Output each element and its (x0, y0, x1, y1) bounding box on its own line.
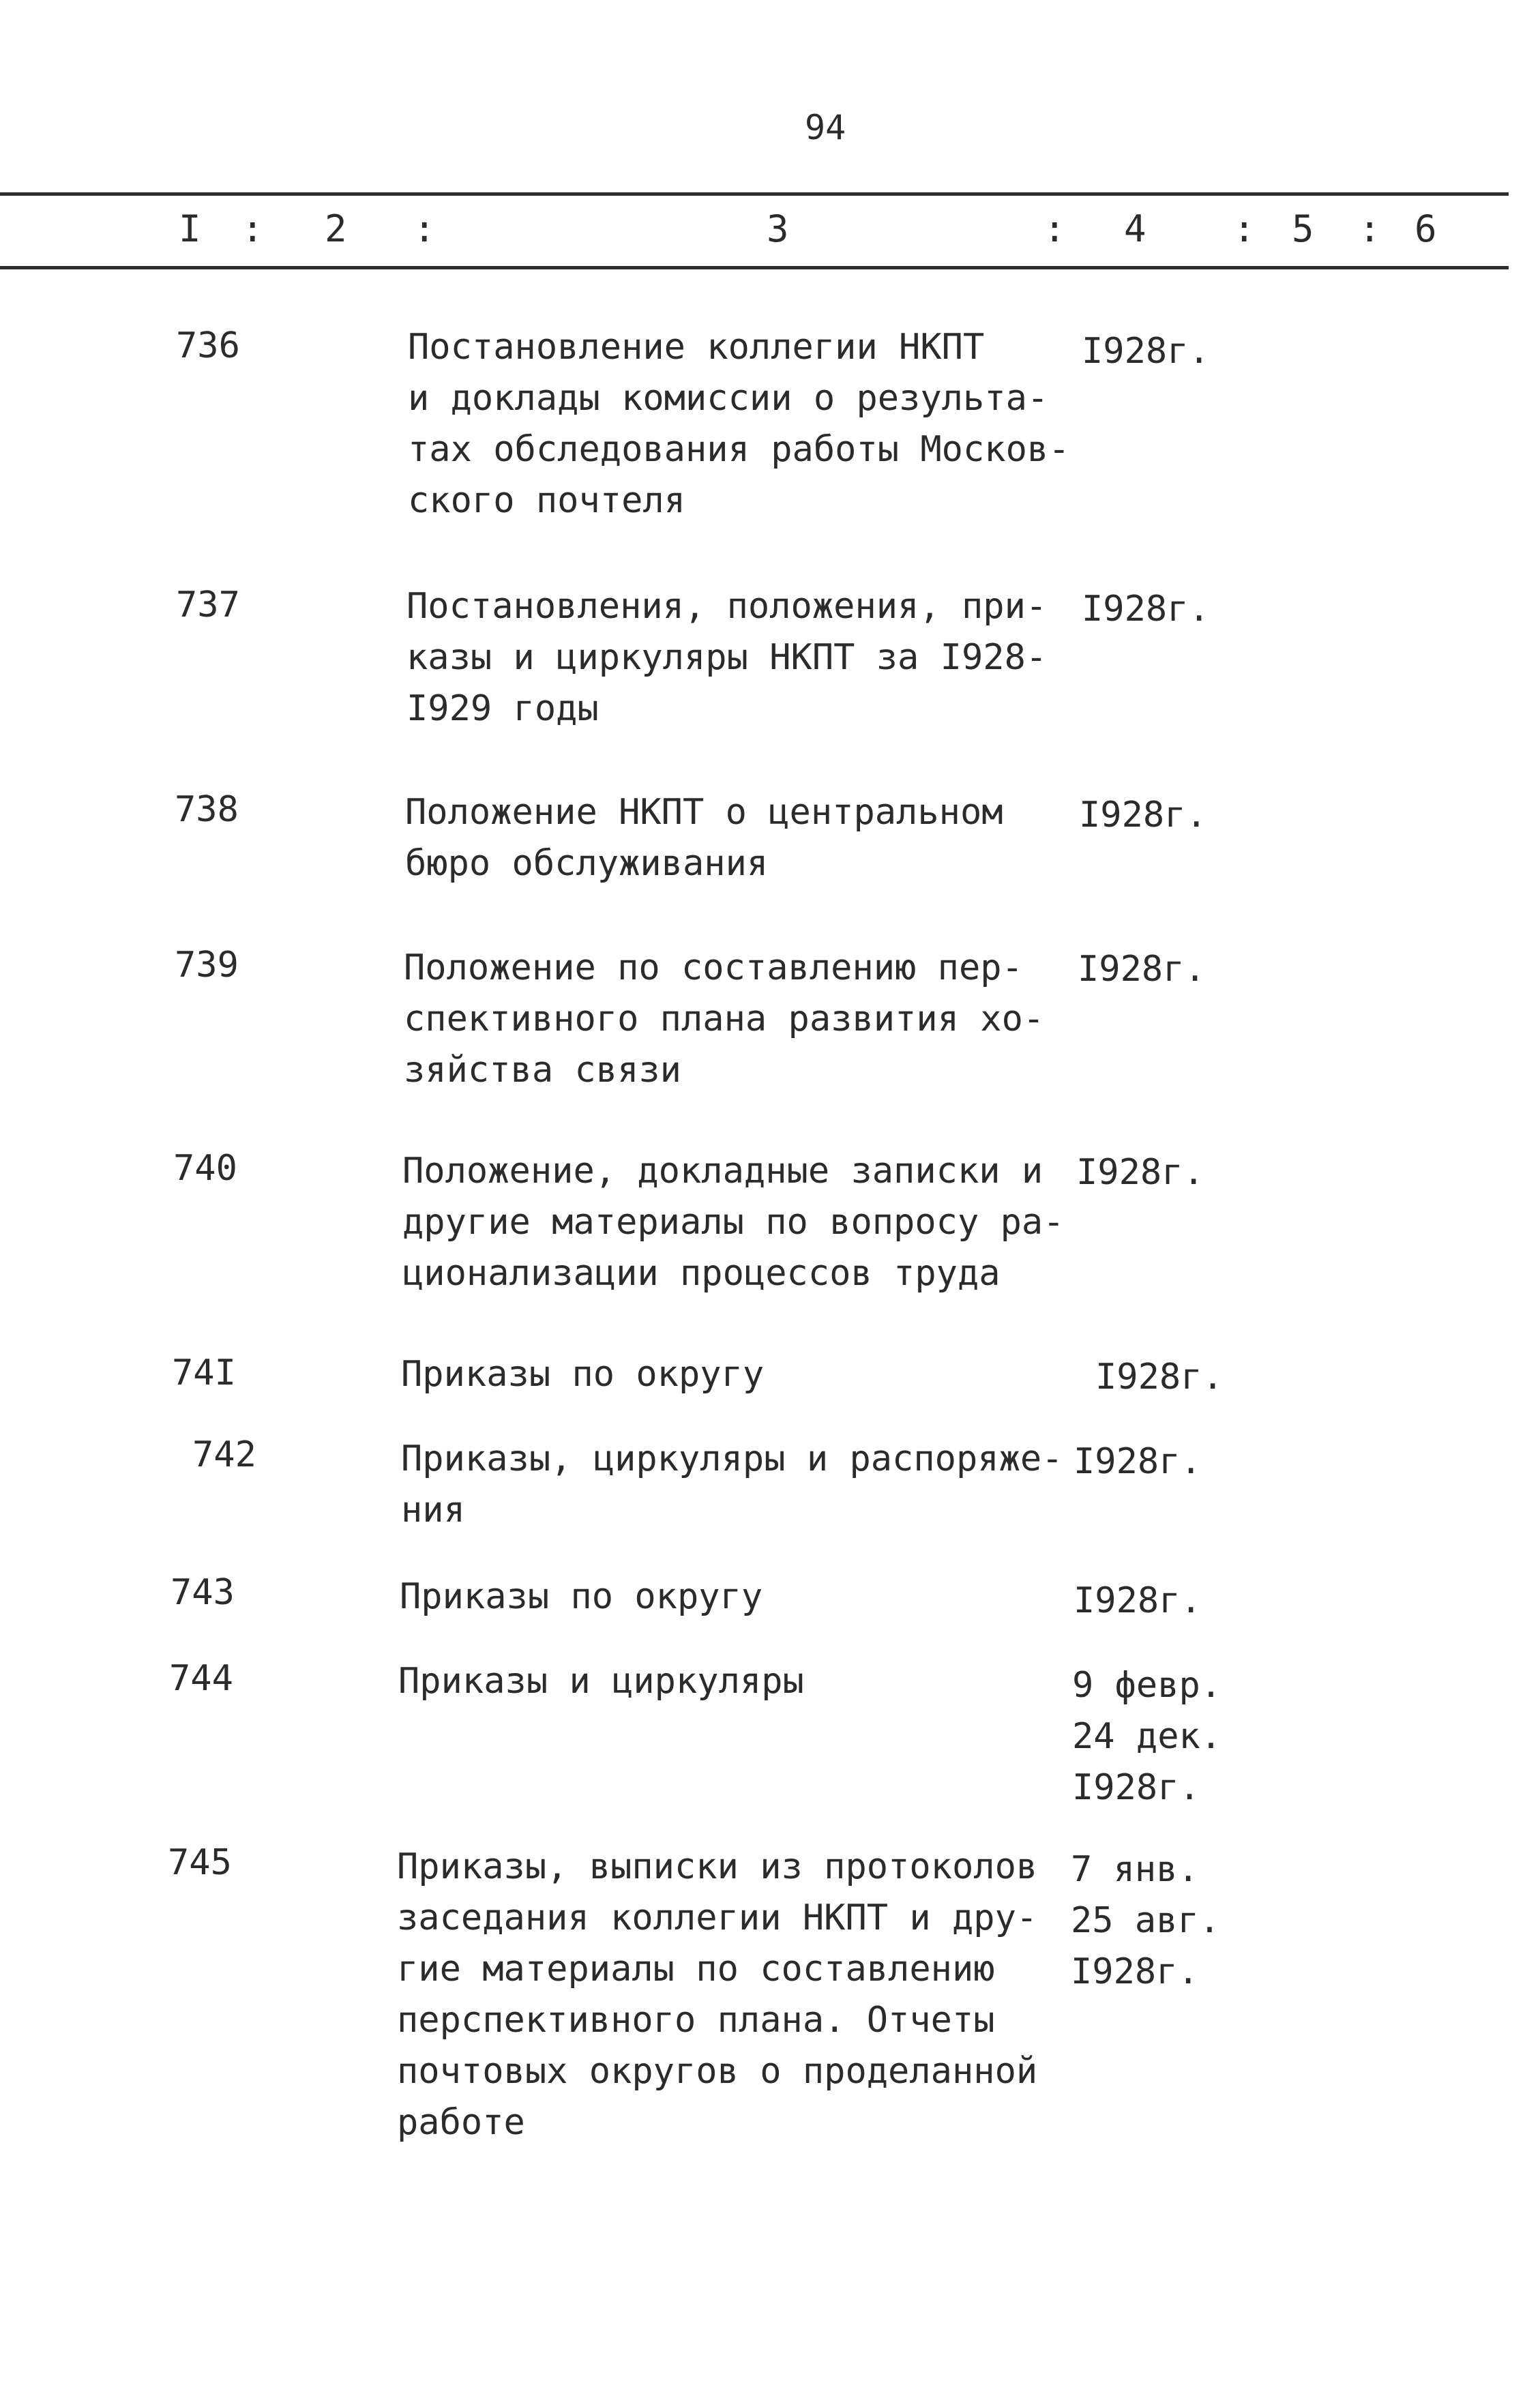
entry-date-line: I928г. (1071, 1951, 1199, 1992)
entry-date (1095, 1352, 1224, 1403)
entry-title-line: Приказы, выписки из протоколов (397, 1846, 1038, 1887)
entry-date-line: I928г. (1072, 1767, 1200, 1808)
entry-title-line: Приказы по округу (401, 1354, 765, 1395)
entry-date (1078, 944, 1206, 995)
entry-date-line: 7 янв. (1071, 1849, 1199, 1890)
entry-title-line: Постановления, положения, при- (406, 586, 1048, 627)
entry-date-line: I928г. (1095, 1357, 1224, 1397)
entry-title-line: Приказы и циркуляры (398, 1661, 804, 1702)
entry-date-line: I928г. (1076, 1152, 1204, 1193)
entry-number: 744 (169, 1658, 233, 1699)
column-separator: : (1043, 207, 1066, 250)
entry-number: 740 (173, 1148, 237, 1189)
entry-title-line: заседания коллегии НКПТ и дру- (397, 1897, 1038, 1938)
entry-date (1079, 790, 1207, 841)
entry-title-line: Приказы по округу (400, 1576, 763, 1617)
entry-number: 739 (175, 945, 239, 986)
entry-title (402, 1146, 1098, 1299)
entry-date (1082, 326, 1210, 377)
entry-title-line: бюро обслуживания (405, 843, 769, 884)
entry-title (408, 322, 1104, 527)
entry-date (1073, 1576, 1202, 1627)
entry-title-line: I929 годы (406, 688, 599, 729)
entry-date-line: I928г. (1079, 795, 1207, 835)
entry-title-line: ционализации процессов труда (402, 1253, 1001, 1294)
entry-date-line: 25 авг. (1071, 1900, 1221, 1941)
column-separator: : (1233, 207, 1256, 250)
entry-title-line: тах обследования работы Москов- (408, 429, 1070, 470)
entry-title-line: Положение НКПТ о центральном (405, 792, 1003, 833)
entry-date-line: 24 дек. (1072, 1716, 1222, 1757)
entry-date (1073, 1436, 1202, 1488)
entry-number: 736 (176, 325, 240, 366)
entry-date (1072, 1660, 1221, 1814)
entry-date (1071, 1844, 1220, 1998)
column-header-5: 5 (1292, 207, 1314, 250)
entry-title (397, 1842, 1093, 2148)
page-number: 94 (805, 108, 846, 147)
entry-title-line: гие материалы по составлению (397, 1949, 995, 1990)
entry-title-line: работе (397, 2102, 525, 2143)
entry-title-line: казы и циркуляры НКПТ за I928- (406, 637, 1048, 678)
column-header-3: 3 (767, 207, 789, 250)
entry-date-line: I928г. (1082, 589, 1210, 630)
entry-date-line: 9 февр. (1072, 1665, 1222, 1706)
column-separator: : (1359, 207, 1381, 250)
entry-number: 738 (175, 789, 239, 830)
entry-title (400, 1571, 1095, 1623)
entry-date-line: I928г. (1078, 949, 1206, 990)
entry-date-line: I928г. (1073, 1580, 1202, 1621)
header-bottom-rule (0, 266, 1509, 269)
entry-title-line: зяйства связи (404, 1050, 681, 1091)
entry-title-line: и доклады комиссии о результа- (408, 378, 1049, 419)
header-top-rule (0, 192, 1509, 196)
entry-title-line: почтовых округов о проделанной (397, 2051, 1038, 2092)
entry-title-line: ского почтеля (408, 480, 685, 521)
entry-date (1076, 1147, 1204, 1198)
column-header-6: 6 (1415, 207, 1437, 250)
entry-title-line: Приказы, циркуляры и распоряже- (401, 1438, 1063, 1479)
entry-title-line: ния (401, 1490, 465, 1530)
entry-title (398, 1656, 1094, 1707)
column-separator: : (413, 207, 436, 250)
entry-number: 74I (172, 1352, 236, 1393)
entry-number: 737 (176, 585, 240, 625)
entry-number: 742 (192, 1434, 256, 1475)
entry-title-line: Постановление коллегии НКПТ (408, 327, 985, 368)
entry-title-line: перспективного плана. Отчеты (397, 2000, 995, 2041)
entry-title (401, 1434, 1097, 1536)
entry-title (401, 1349, 1097, 1400)
entry-title (406, 581, 1102, 735)
entry-title (404, 943, 1099, 1096)
column-header-4: 4 (1124, 207, 1146, 250)
column-separator: : (241, 207, 264, 250)
entry-number: 743 (171, 1572, 235, 1613)
entry-title-line: другие материалы по вопросу ра- (402, 1202, 1065, 1243)
entry-number: 745 (168, 1842, 232, 1883)
entry-title-line: Положение, докладные записки и (402, 1151, 1043, 1192)
column-header-2: 2 (325, 207, 347, 250)
entry-title-line: спективного плана развития хо- (404, 999, 1045, 1039)
entry-date (1082, 584, 1210, 635)
entry-date-line: I928г. (1082, 331, 1210, 372)
entry-title (405, 787, 1101, 889)
column-header-1: I (179, 207, 201, 250)
entry-date-line: I928г. (1073, 1441, 1202, 1482)
entry-title-line: Положение по составлению пер- (404, 947, 1023, 988)
